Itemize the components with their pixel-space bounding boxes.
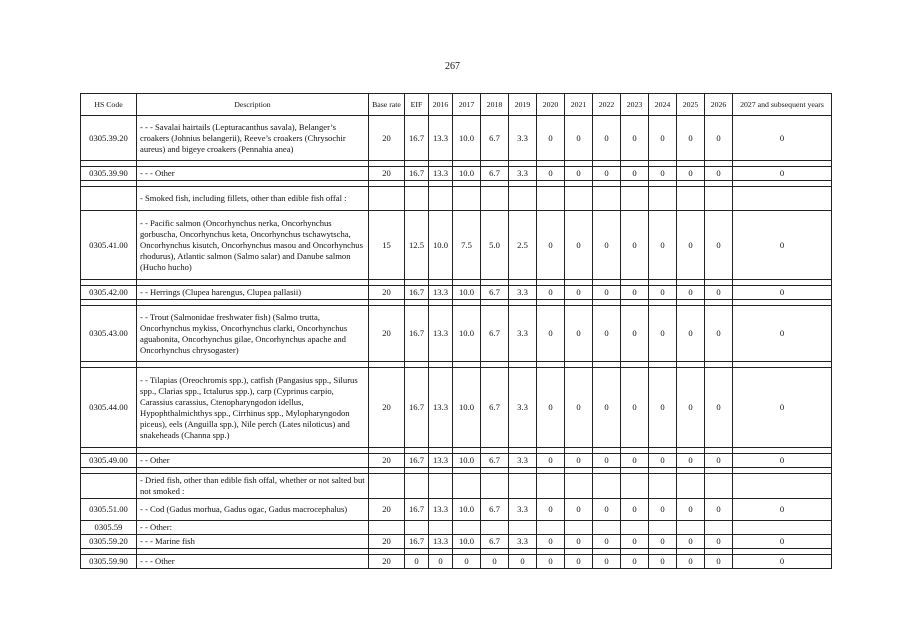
rate-cell: 0 <box>733 555 832 569</box>
table-row <box>81 521 832 535</box>
rate-cell: 20 <box>369 116 405 161</box>
rate-cell: 3.3 <box>509 306 537 362</box>
rate-cell: 0 <box>429 555 453 569</box>
rate-cell: 0 <box>537 167 565 181</box>
rate-cell: 16.7 <box>405 535 429 549</box>
hs-code-cell <box>81 187 137 211</box>
rate-cell <box>429 474 453 499</box>
rate-cell: 16.7 <box>405 454 429 468</box>
rate-cell: 10.0 <box>453 306 481 362</box>
rate-cell: 0 <box>649 286 677 300</box>
rate-cell: 0 <box>649 535 677 549</box>
rate-cell: 0 <box>565 368 593 448</box>
rate-cell: 20 <box>369 167 405 181</box>
description-cell: - - Herrings (Clupea harengus, Clupea pallasii) <box>137 286 369 300</box>
rate-cell <box>369 521 405 535</box>
rate-cell: 0 <box>537 535 565 549</box>
rate-cell: 0 <box>649 499 677 521</box>
table-row <box>81 499 832 521</box>
rate-cell: 6.7 <box>481 306 509 362</box>
rate-cell: 0 <box>677 167 705 181</box>
rate-cell <box>565 521 593 535</box>
description-cell: - - - Other <box>137 167 369 181</box>
description-cell: - - Other: <box>137 521 369 535</box>
rate-cell: 0 <box>705 211 733 280</box>
rate-cell <box>705 474 733 499</box>
rate-cell: 20 <box>369 306 405 362</box>
rate-cell <box>565 474 593 499</box>
rate-cell: 0 <box>565 555 593 569</box>
rate-cell <box>481 521 509 535</box>
rate-cell: 16.7 <box>405 167 429 181</box>
rate-cell: 12.5 <box>405 211 429 280</box>
rate-cell: 20 <box>369 535 405 549</box>
description-cell: - - Pacific salmon (Oncorhynchus nerka, Oncorhynchus gorbuscha, Oncorhynchus keta, Oncorhynchus tschawytscha, Oncorhynchus kisutch, Oncorhynchus masou and Oncorhynchus rhodurus), Atlantic salmon (Salmo salar) and Danube salmon (Hucho hucho) <box>137 211 369 280</box>
rate-cell: 3.3 <box>509 454 537 468</box>
rate-cell <box>509 187 537 211</box>
rate-cell: 0 <box>649 306 677 362</box>
rate-cell <box>429 187 453 211</box>
rate-cell: 16.7 <box>405 286 429 300</box>
rate-cell <box>649 187 677 211</box>
rate-cell: 10.0 <box>453 454 481 468</box>
rate-cell: 13.3 <box>429 167 453 181</box>
rate-cell: 3.3 <box>509 116 537 161</box>
rate-cell: 16.7 <box>405 116 429 161</box>
rate-cell <box>677 474 705 499</box>
hs-code-cell: 0305.39.20 <box>81 116 137 161</box>
rate-cell: 3.3 <box>509 535 537 549</box>
rate-cell: 0 <box>405 555 429 569</box>
rate-cell: 6.7 <box>481 535 509 549</box>
rate-cell: 10.0 <box>453 286 481 300</box>
rate-cell <box>733 187 832 211</box>
rate-cell <box>369 187 405 211</box>
rate-cell: 0 <box>621 211 649 280</box>
rate-cell: 0 <box>733 286 832 300</box>
rate-cell: 0 <box>621 555 649 569</box>
description-cell: - Smoked fish, including fillets, other than edible fish offal : <box>137 187 369 211</box>
rate-cell: 10.0 <box>453 499 481 521</box>
header-year: 2019 <box>509 94 537 116</box>
rate-cell <box>369 474 405 499</box>
rate-cell: 7.5 <box>453 211 481 280</box>
rate-cell: 0 <box>537 286 565 300</box>
rate-cell <box>481 474 509 499</box>
rate-cell: 13.3 <box>429 368 453 448</box>
rate-cell: 0 <box>453 555 481 569</box>
rate-cell: 0 <box>705 535 733 549</box>
rate-cell: 0 <box>733 535 832 549</box>
table-row <box>81 535 832 549</box>
rate-cell: 13.3 <box>429 454 453 468</box>
rate-cell: 0 <box>565 499 593 521</box>
rate-cell <box>649 474 677 499</box>
rate-cell: 0 <box>649 368 677 448</box>
rate-cell: 13.3 <box>429 535 453 549</box>
table-row <box>81 211 832 280</box>
header-year: 2023 <box>621 94 649 116</box>
rate-cell: 0 <box>537 454 565 468</box>
rate-cell <box>677 521 705 535</box>
rate-cell: 0 <box>509 555 537 569</box>
description-cell: - - - Marine fish <box>137 535 369 549</box>
rate-cell: 0 <box>677 454 705 468</box>
rate-cell <box>593 474 621 499</box>
rate-cell: 0 <box>705 286 733 300</box>
rate-cell <box>453 474 481 499</box>
rate-cell: 0 <box>621 306 649 362</box>
rate-cell <box>537 187 565 211</box>
rate-cell: 0 <box>537 499 565 521</box>
rate-cell: 13.3 <box>429 286 453 300</box>
rate-cell: 16.7 <box>405 499 429 521</box>
rate-cell: 16.7 <box>405 368 429 448</box>
rate-cell: 10.0 <box>453 167 481 181</box>
rate-cell: 0 <box>621 368 649 448</box>
rate-cell: 0 <box>733 454 832 468</box>
rate-cell <box>405 474 429 499</box>
description-cell: - - Trout (Salmonidae freshwater fish) (Salmo trutta, Oncorhynchus mykiss, Oncorhynchus clarki, Oncorhynchus aguabonita, Oncorhynchus gilae, Oncorhynchus apache and Oncorhynchus chrysogaster) <box>137 306 369 362</box>
rate-cell: 6.7 <box>481 167 509 181</box>
rate-cell: 16.7 <box>405 306 429 362</box>
rate-cell: 0 <box>537 211 565 280</box>
rate-cell <box>405 187 429 211</box>
rate-cell <box>649 521 677 535</box>
table-row <box>81 116 832 161</box>
rate-cell: 20 <box>369 555 405 569</box>
rate-cell: 0 <box>565 286 593 300</box>
rate-cell: 0 <box>733 499 832 521</box>
hs-code-cell: 0305.39.90 <box>81 167 137 181</box>
rate-cell: 0 <box>621 454 649 468</box>
rate-cell: 2.5 <box>509 211 537 280</box>
rate-cell: 10.0 <box>453 368 481 448</box>
rate-cell: 0 <box>677 535 705 549</box>
rate-cell: 10.0 <box>453 535 481 549</box>
header-year: 2025 <box>677 94 705 116</box>
hs-code-cell: 0305.59.20 <box>81 535 137 549</box>
header-eif: EIF <box>405 94 429 116</box>
rate-cell: 0 <box>677 555 705 569</box>
rate-cell: 0 <box>705 368 733 448</box>
header-description: Description <box>137 94 369 116</box>
rate-cell: 0 <box>565 211 593 280</box>
rate-cell <box>481 187 509 211</box>
rate-cell <box>453 521 481 535</box>
rate-cell <box>593 521 621 535</box>
rate-cell: 15 <box>369 211 405 280</box>
header-final-year: 2027 and subsequent years <box>733 94 832 116</box>
header-year: 2021 <box>565 94 593 116</box>
table-row <box>81 555 832 569</box>
rate-cell: 0 <box>733 211 832 280</box>
rate-cell <box>453 187 481 211</box>
rate-cell <box>593 187 621 211</box>
rate-cell <box>705 521 733 535</box>
rate-cell: 6.7 <box>481 499 509 521</box>
rate-cell <box>733 521 832 535</box>
rate-cell: 20 <box>369 368 405 448</box>
rate-cell: 0 <box>593 535 621 549</box>
rate-cell: 0 <box>705 116 733 161</box>
rate-cell <box>405 521 429 535</box>
rate-cell: 0 <box>649 555 677 569</box>
tariff-schedule-table <box>80 93 832 569</box>
header-year: 2026 <box>705 94 733 116</box>
hs-code-cell: 0305.49.00 <box>81 454 137 468</box>
description-cell: - - - Other <box>137 555 369 569</box>
table-header-row <box>81 94 832 116</box>
table-row <box>81 187 832 211</box>
header-year: 2022 <box>593 94 621 116</box>
table-row <box>81 454 832 468</box>
page-number: 267 <box>445 61 460 72</box>
rate-cell <box>705 187 733 211</box>
hs-code-cell: 0305.59 <box>81 521 137 535</box>
rate-cell: 10.0 <box>453 116 481 161</box>
rate-cell: 0 <box>621 116 649 161</box>
rate-cell: 13.3 <box>429 499 453 521</box>
description-cell: - - Tilapias (Oreochromis spp.), catfish (Pangasius spp., Silurus spp., Clarias spp., Ictalurus spp.), carp (Cyprinus carpio, Carassius carassius, Ctenopharyngodon idellus, Hypophthalmichthys spp., Cirrhinus spp., Mylopharyngodon piceus), eels (Anguilla spp.), Nile perch (Lates niloticus) and snakeheads (Channa spp.) <box>137 368 369 448</box>
hs-code-cell: 0305.41.00 <box>81 211 137 280</box>
rate-cell: 0 <box>481 555 509 569</box>
rate-cell: 10.0 <box>429 211 453 280</box>
rate-cell: 0 <box>621 535 649 549</box>
rate-cell: 0 <box>537 116 565 161</box>
rate-cell: 6.7 <box>481 116 509 161</box>
rate-cell: 0 <box>733 306 832 362</box>
header-hs-code: HS Code <box>81 94 137 116</box>
rate-cell: 0 <box>593 499 621 521</box>
rate-cell: 6.7 <box>481 286 509 300</box>
rate-cell: 0 <box>593 167 621 181</box>
rate-cell: 0 <box>677 116 705 161</box>
rate-cell: 0 <box>705 167 733 181</box>
table-body <box>81 116 832 569</box>
hs-code-cell: 0305.42.00 <box>81 286 137 300</box>
rate-cell <box>509 521 537 535</box>
rate-cell: 0 <box>733 116 832 161</box>
rate-cell: 0 <box>705 499 733 521</box>
rate-cell: 0 <box>621 167 649 181</box>
rate-cell: 20 <box>369 286 405 300</box>
rate-cell: 0 <box>733 167 832 181</box>
header-year: 2020 <box>537 94 565 116</box>
rate-cell <box>565 187 593 211</box>
rate-cell: 6.7 <box>481 368 509 448</box>
rate-cell: 0 <box>593 368 621 448</box>
rate-cell: 0 <box>733 368 832 448</box>
rate-cell: 0 <box>593 454 621 468</box>
table-row <box>81 474 832 499</box>
rate-cell: 13.3 <box>429 116 453 161</box>
rate-cell: 0 <box>537 306 565 362</box>
rate-cell: 0 <box>565 454 593 468</box>
description-cell: - - - Savalai hairtails (Lepturacanthus savala), Belanger’s croakers (Johnius belangerii), Reeve’s croakers (Chrysochir aureus) and bigeye croakers (Pennahia anea) <box>137 116 369 161</box>
rate-cell <box>429 521 453 535</box>
rate-cell: 3.3 <box>509 167 537 181</box>
hs-code-cell: 0305.51.00 <box>81 499 137 521</box>
table-row <box>81 368 832 448</box>
table-row <box>81 286 832 300</box>
header-year: 2018 <box>481 94 509 116</box>
rate-cell: 20 <box>369 499 405 521</box>
rate-cell: 0 <box>621 286 649 300</box>
rate-cell <box>621 521 649 535</box>
hs-code-cell <box>81 474 137 499</box>
rate-cell: 0 <box>677 306 705 362</box>
rate-cell: 0 <box>649 116 677 161</box>
rate-cell: 6.7 <box>481 454 509 468</box>
rate-cell: 0 <box>565 167 593 181</box>
rate-cell <box>733 474 832 499</box>
rate-cell: 0 <box>593 555 621 569</box>
table-row <box>81 167 832 181</box>
rate-cell: 0 <box>649 454 677 468</box>
rate-cell: 3.3 <box>509 368 537 448</box>
description-cell: - - Other <box>137 454 369 468</box>
rate-cell <box>621 474 649 499</box>
rate-cell: 0 <box>677 286 705 300</box>
header-year: 2024 <box>649 94 677 116</box>
description-cell: - Dried fish, other than edible fish offal, whether or not salted but not smoked : <box>137 474 369 499</box>
description-cell: - - Cod (Gadus morhua, Gadus ogac, Gadus macrocephalus) <box>137 499 369 521</box>
rate-cell: 0 <box>593 116 621 161</box>
header-year: 2016 <box>429 94 453 116</box>
rate-cell: 0 <box>705 454 733 468</box>
rate-cell: 0 <box>565 535 593 549</box>
table-row <box>81 306 832 362</box>
rate-cell: 0 <box>677 499 705 521</box>
rate-cell: 0 <box>593 286 621 300</box>
rate-cell: 0 <box>537 555 565 569</box>
rate-cell: 13.3 <box>429 306 453 362</box>
rate-cell <box>621 187 649 211</box>
rate-cell: 0 <box>593 211 621 280</box>
rate-cell: 0 <box>565 116 593 161</box>
rate-cell: 3.3 <box>509 499 537 521</box>
rate-cell: 0 <box>649 211 677 280</box>
rate-cell: 0 <box>565 306 593 362</box>
rate-cell <box>537 474 565 499</box>
hs-code-cell: 0305.44.00 <box>81 368 137 448</box>
rate-cell <box>509 474 537 499</box>
rate-cell: 0 <box>705 555 733 569</box>
rate-cell: 5.0 <box>481 211 509 280</box>
rate-cell: 0 <box>677 211 705 280</box>
hs-code-cell: 0305.59.90 <box>81 555 137 569</box>
rate-cell: 0 <box>621 499 649 521</box>
rate-cell <box>537 521 565 535</box>
rate-cell: 0 <box>705 306 733 362</box>
rate-cell: 3.3 <box>509 286 537 300</box>
rate-cell <box>677 187 705 211</box>
header-year: 2017 <box>453 94 481 116</box>
rate-cell: 0 <box>649 167 677 181</box>
header-base-rate: Base rate <box>369 94 405 116</box>
rate-cell: 0 <box>677 368 705 448</box>
rate-cell: 20 <box>369 454 405 468</box>
hs-code-cell: 0305.43.00 <box>81 306 137 362</box>
rate-cell: 0 <box>537 368 565 448</box>
rate-cell: 0 <box>593 306 621 362</box>
